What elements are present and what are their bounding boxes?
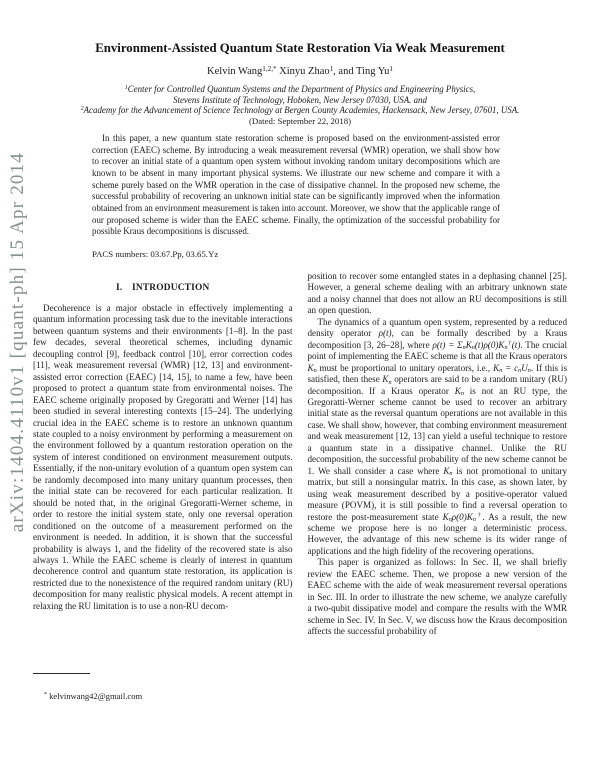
- affiliation-line-1: $^1$Center for Controlled Quantum Systems and the Department of Physics and Engineering Physics,: [124, 84, 476, 94]
- authors-line: Kelvin Wang$^{1,2,*}$ Xinyu Zhao$^1$, and Ting Yu$^1$: [207, 64, 393, 77]
- abstract-text: In this paper, a new quantum state restoration scheme is proposed based on the environment-assisted error correction (EAEC) scheme. By introducing a weak measurement reversal (WMR) operation, we shall show how to recover an initial state of a quantum open system without invoking random unitary decompositions which are known to be absent in many important physical systems. We illustrate our new scheme and compare it with a scheme purely based on the WMR operation in the case of dissipative channel. In the proposed new scheme, the successful probability of recovering an unknown initial state can be significantly improved when the information obtained from an environment measurement is taken into account. Moreover, we show that the applicable range of our proposed scheme is wider than the EAEC scheme. Finally, the optimization of the successful probability for possible Kraus decompositions is discussed.: [92, 133, 500, 237]
- footnote-rule: [33, 673, 90, 674]
- paper-title: Environment-Assisted Quantum State Restoration Via Weak Measurement: [95, 41, 505, 55]
- kraus-dynamics-paragraph: The dynamics of a quantum open system, represented by a reduced density operator ρ(t), can be formally described by a Kraus decomposition [3, 26–28], where $\rho(t) = \Sigma_nK_n(t)\rho(0)K_n^\dagger(t)$. The crucial point of implementing the EAEC scheme is that all the Kraus operators $K_n$ must be proportional to unitary operators, i.e., $K_n = c_nU_n$. If this is satisfied, then these $K_n$ operators are said to be a random unitary (RU) decomposition. If a Kraus operator $K_n$ is not an RU type, the Gregoratti-Werner scheme cannot be used to recover an arbitrary initial state as the reversal quantum operations are not available in this case. We shall show, however, that combing environment measurement and weak measurement [12, 13] can yield a useful technique to restore a quantum state in a dissipative channel. Unlike the RU decomposition, the successful probability of the new scheme cannot be 1. We shall consider a case where $K_n$ is not promotional to unitary matrix, but still a nonsingular matrix. In this case, as shown later, by using weak measurement described by a positive-operator valued measure (POVM), it is still possible to find a reversal operation to restore the post-measurement state $K_n\rho(0)K_n^\dagger$. As a result, the new scheme we propose here is no longer a deterministic process. However, the advantage of this new scheme is its wider range of applications and the high fidelity of the recovering operations.: [307, 316, 568, 556]
- affiliation-line-3: $^2$Academy for the Advancement of Science Technology at Bergen County Academies, Hackensack, New Jersey, 07601, USA.: [80, 105, 520, 115]
- column-left: [33, 271, 293, 638]
- arxiv-stamp: [6, 124, 30, 560]
- pacs-line: PACS numbers: 03.67.Pp, 03.65.Yz: [92, 249, 219, 259]
- section-heading-introduction: I. INTRODUCTION: [116, 283, 210, 293]
- dated-line: (Dated: September 22, 2018): [248, 116, 352, 126]
- arxiv-stamp-text: arXiv:1404.4110v1 [quant-ph] 15 Apr 2014: [7, 151, 28, 533]
- footnote-email-link[interactable]: * kelvinwang42@gmail.com: [44, 691, 143, 701]
- paper-organization-paragraph: This paper is organized as follows: In Sec. II, we shall briefly review the EAEC scheme. Then, we propose a new version of the EAEC scheme with the aide of weak measurement reversal operations in Sec. III. In order to illustrate the new scheme, we analyze carefully a two-qubit dissipative model and compare the results with the WMR scheme in Sec. IV. In Sec. V, we discuss how the Kraus decomposition affects the successful probability of: [307, 557, 567, 637]
- footnote: [33, 673, 292, 701]
- column-right: [308, 271, 568, 638]
- affiliation-line-2: Stevens Institute of Technology, Hoboken, New Jersey 07030, USA. and: [173, 94, 427, 105]
- body-columns: [33, 271, 567, 638]
- intro-paragraph-continuation: position to recover some entangled states in a dephasing channel [25]. However, a general scheme dealing with an arbitrary unknown state and a noisy channel that does not allow an RU decompositions is still an open question.: [307, 271, 567, 316]
- intro-paragraph-left: Decoherence is a major obstacle in effectively implementing a quantum information processing task due to the inevitable interactions between quantum systems and their environments [1–8]. In the past few decades, several theoretical schemes, including dynamic decoupling control [9], feedback control [10], error correction codes [11], weak measurement reversal (WMR) [12, 13] and environment-assisted error correction (EAEC) [14, 15], to name a few, have been proposed to protect a quantum state from environmental noises. The EAEC scheme originally proposed by Gregoratti and Werner [14] has been studied in several interesting contexts [15–24]. The underlying crucial idea in the EAEC scheme is to restore an unknown quantum state coupled to a noisy environment by performing a measurement on the environment followed by a quantum restoration operation on the system of interest conditioned on environment measurement outputs. Essentially, if the non-unitary evolution of a quantum open system can be randomly decomposed into many unitary quantum processes, then the initial state can be recovered for each particular realization. It should be noted that, in the original Gregoratti-Werner scheme, in order to restore the initial system state, only one reversal operation conditioned on the outcome of a measurement performed on the environment is needed. In addition, it is shown that the successful probability is always 1, and the fidelity of the recovered state is also always 1. While the EAEC scheme is clearly of interest in quantum decoherence control and quantum state restoration, its application is restricted due to the nonexistence of the required random unitary (RU) decomposition for many realistic physical models. A recent attempt in relaxing the RU limitation is to use a non-RU decom-: [33, 303, 293, 611]
